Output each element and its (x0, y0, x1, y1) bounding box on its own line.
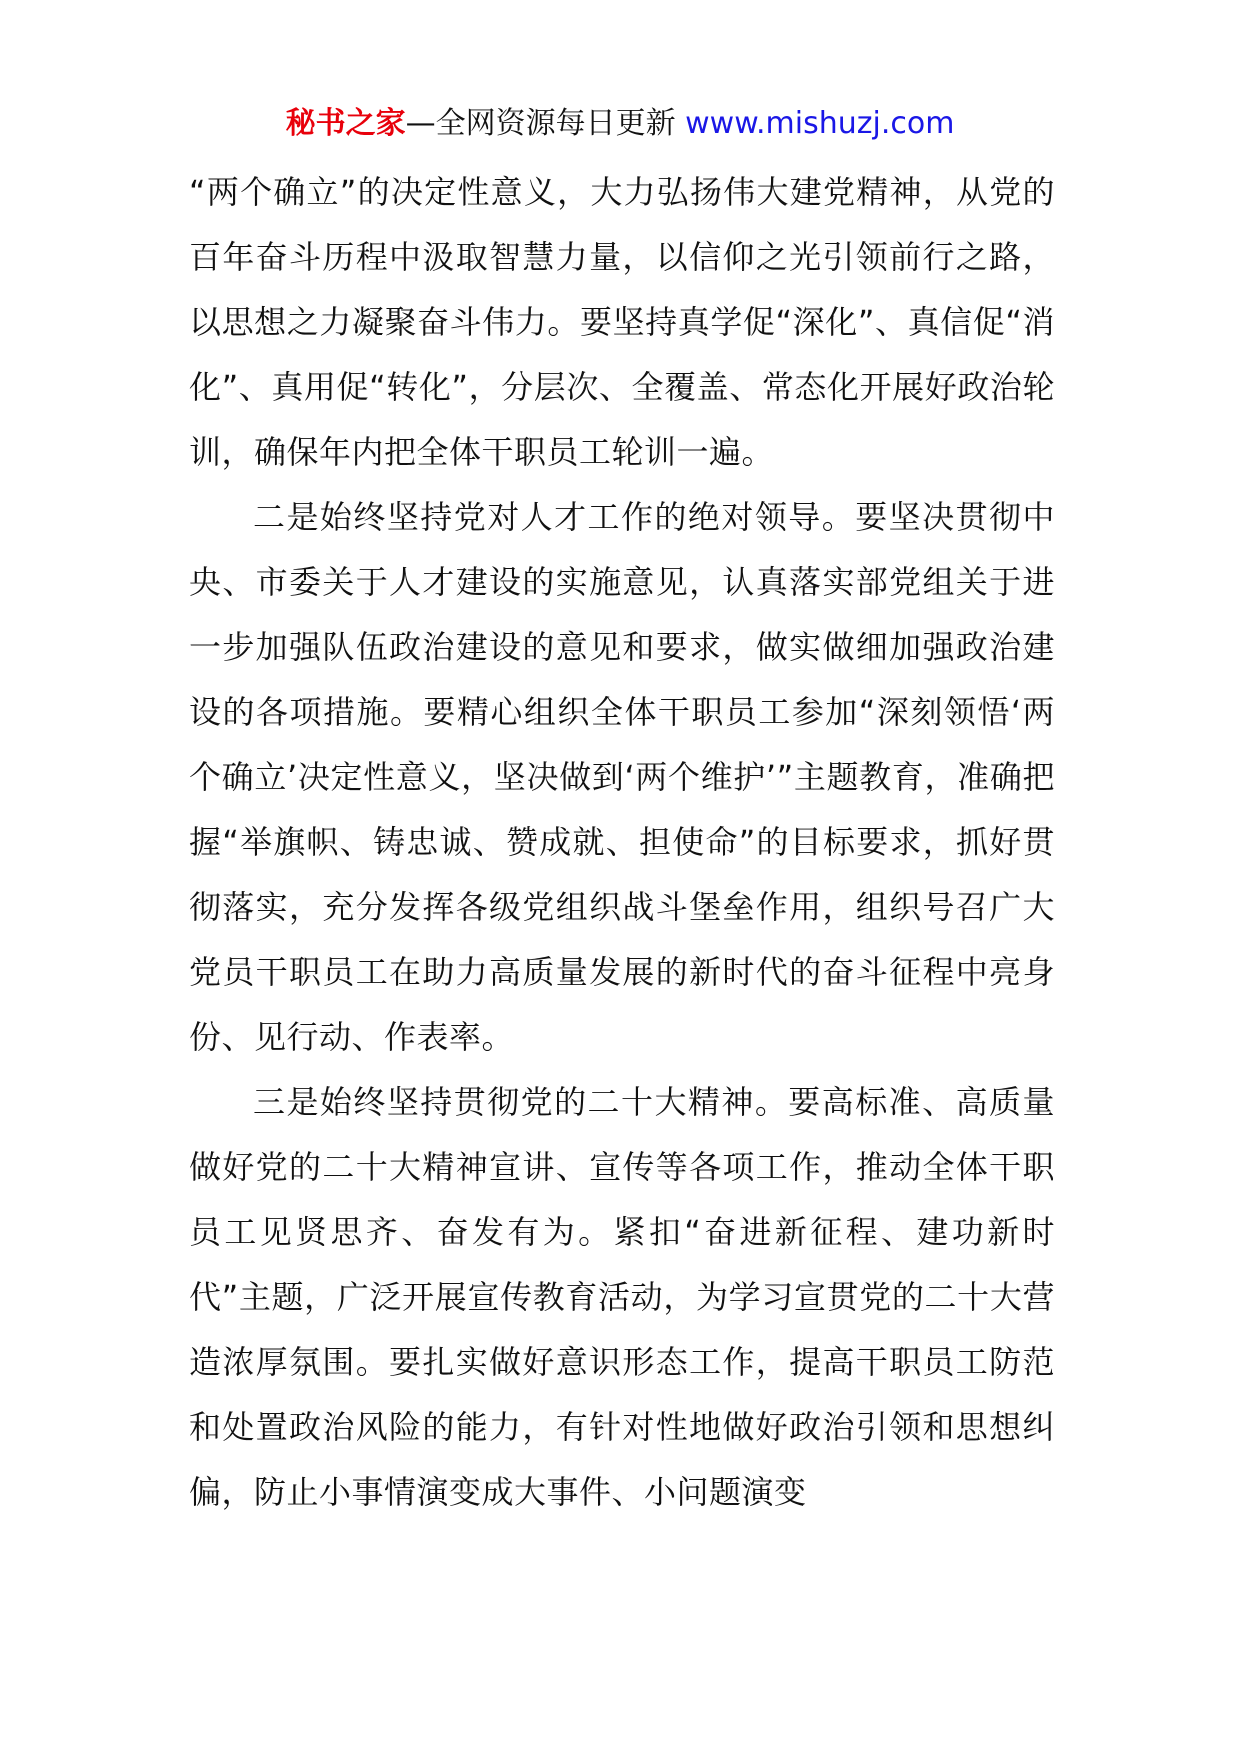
document-body (189, 160, 1055, 1525)
brand-name: 秘书之家 (285, 106, 406, 141)
page-header (0, 104, 1240, 144)
website-link[interactable]: www.mishuzj.com (685, 106, 955, 141)
paragraph-point-three: 三是始终坚持贯彻党的二十大精神。要高标准、高质量做好党的二十大精神宣讲、宣传等各项工作，推动全体干职员工见贤思齐、奋发有为。紧扣“奋进新征程、建功新时代”主题，广泛开展宣传教育活动，为学习宣贯党的二十大营造浓厚氛围。要扎实做好意识形态工作，提高干职员工防范和处置政治风险的能力，有针对性地做好政治引领和思想纠偏，防止小事情演变成大事件、小问题演变 (189, 1083, 1055, 1511)
header-tagline: —全网资源每日更新 (405, 106, 686, 141)
paragraph-continuation: “两个确立”的决定性意义，大力弘扬伟大建党精神，从党的百年奋斗历程中汲取智慧力量，以信仰之光引领前行之路，以思想之力凝聚奋斗伟力。要坚持真学促“深化”、真信促“消化”、真用促“转化”，分层次、全覆盖、常态化开展好政治轮训，确保年内把全体干职员工轮训一遍。 (189, 173, 1055, 471)
paragraph-point-two: 二是始终坚持党对人才工作的绝对领导。要坚决贯彻中央、市委关于人才建设的实施意见，认真落实部党组关于进一步加强队伍政治建设的意见和要求，做实做细加强政治建设的各项措施。要精心组织全体干职员工参加“深刻领悟‘两个确立’决定性意义，坚决做到‘两个维护’”主题教育，准确把握“举旗帜、铸忠诚、赞成就、担使命”的目标要求，抓好贯彻落实，充分发挥各级党组织战斗堡垒作用，组织号召广大党员干职员工在助力高质量发展的新时代的奋斗征程中亮身份、见行动、作表率。 (189, 498, 1055, 1056)
